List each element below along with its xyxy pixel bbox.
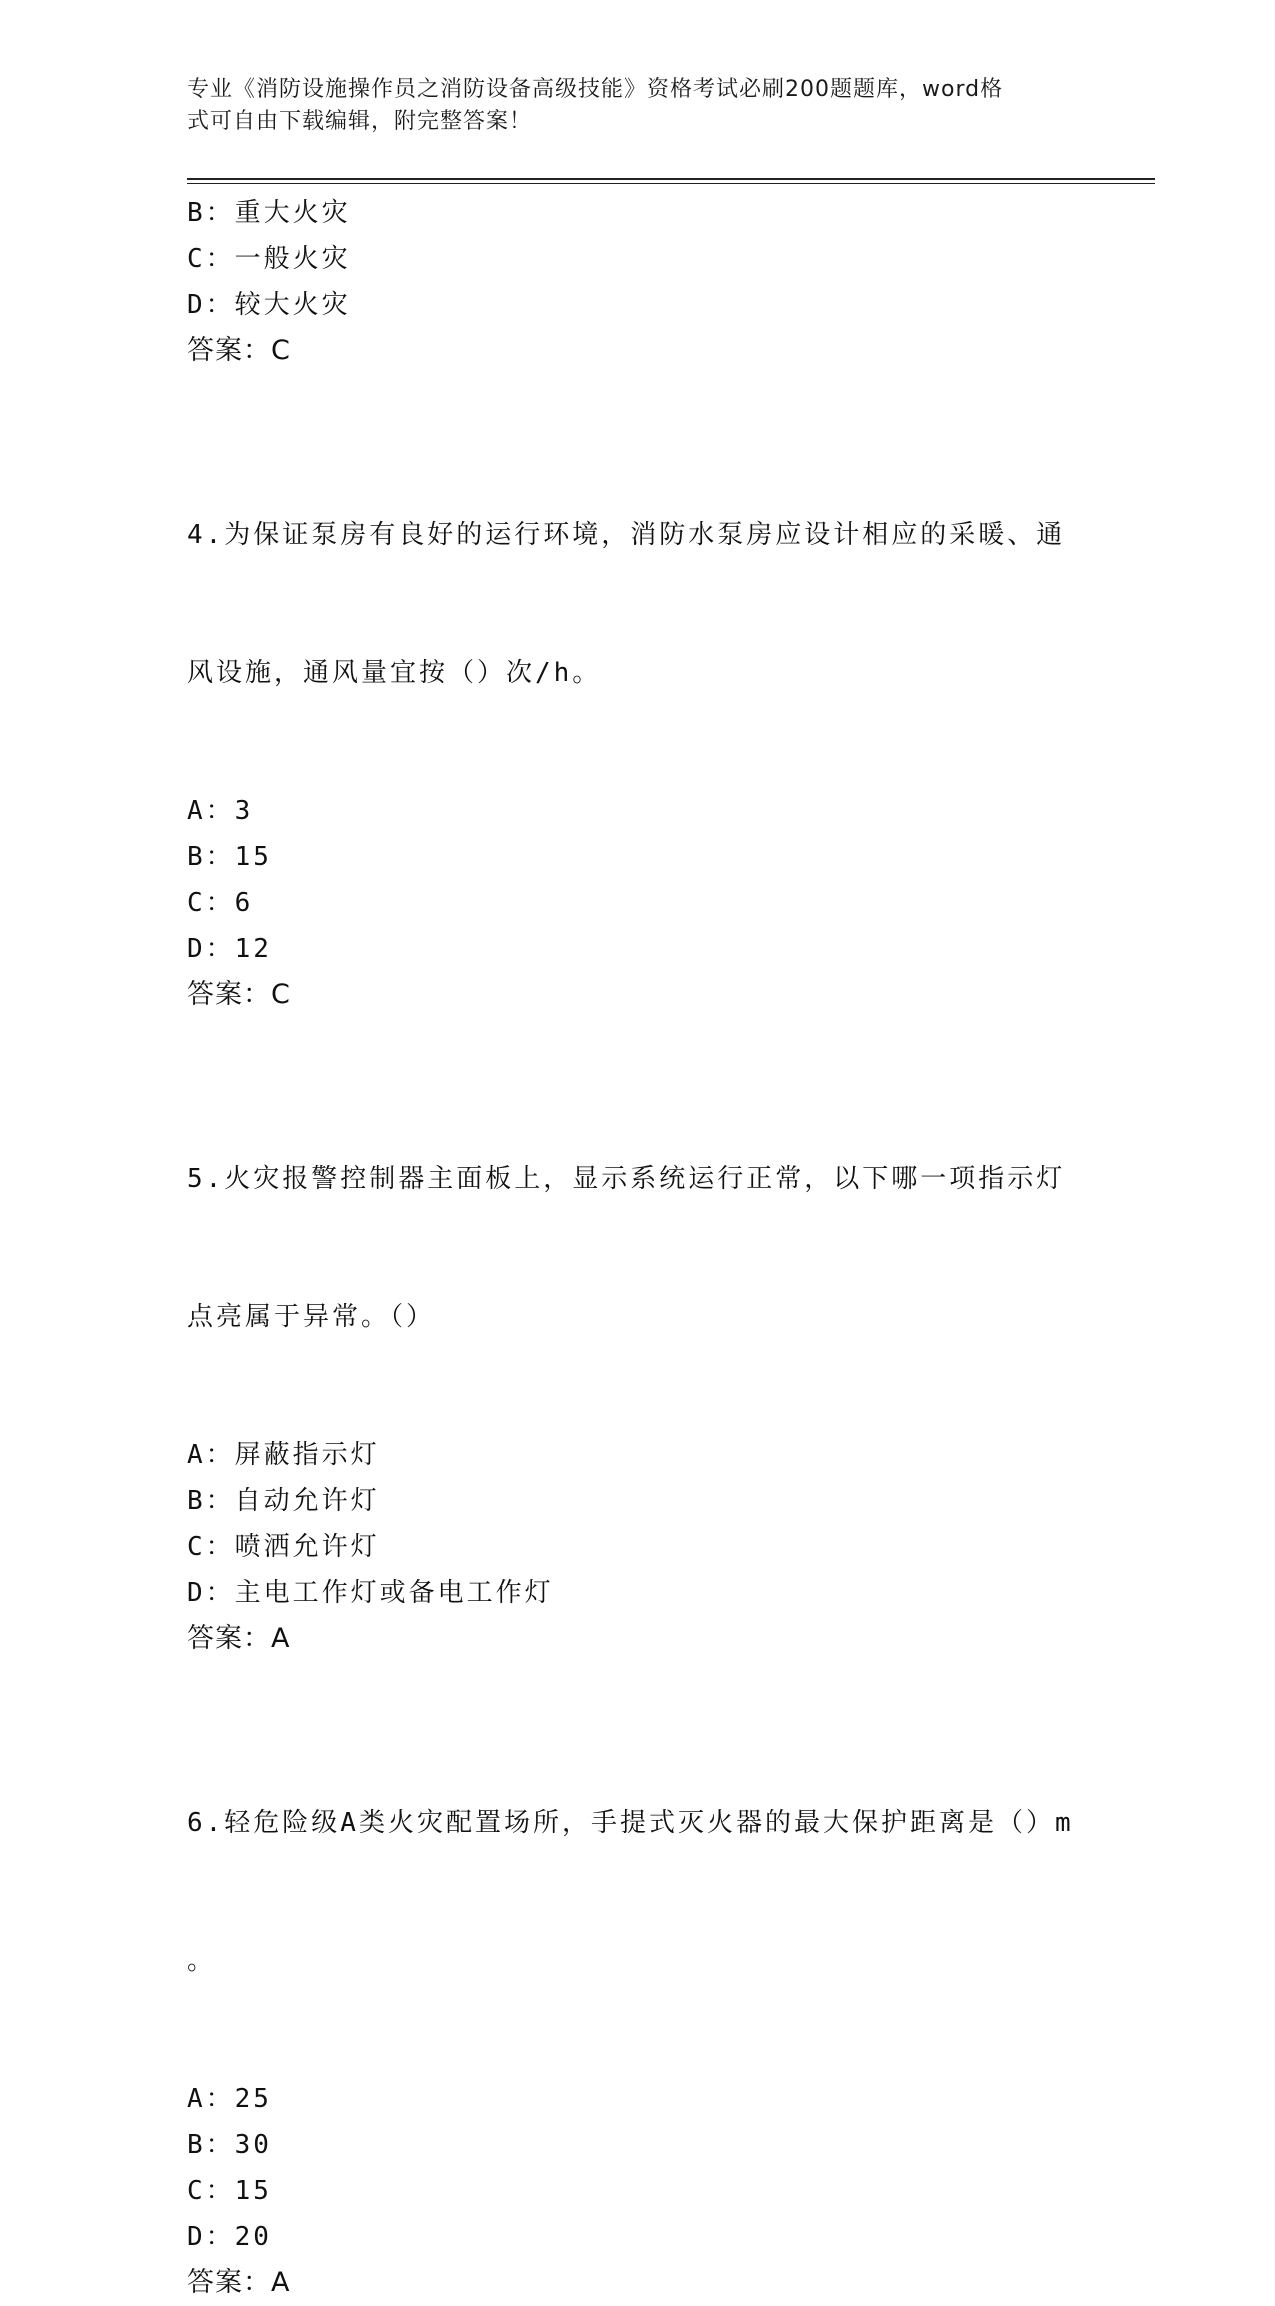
question-4 xyxy=(187,420,1087,1018)
option-c: C：6 xyxy=(187,888,254,918)
document-header xyxy=(187,74,1067,138)
answer-line: 答案：A xyxy=(187,2267,291,2298)
option-d: D：12 xyxy=(187,934,272,964)
option-c: C：喷洒允许灯 xyxy=(187,1532,380,1562)
question-stem xyxy=(187,420,1087,788)
option-b: B：自动允许灯 xyxy=(187,1486,380,1516)
header-divider-thick xyxy=(187,178,1155,180)
question-stem-line: 风设施，通风量宜按（）次/h。 xyxy=(187,658,602,688)
answer-line: 答案：C xyxy=(187,979,291,1010)
question-3-continued xyxy=(187,190,1087,374)
option-a: A：屏蔽指示灯 xyxy=(187,1440,380,1470)
header-divider-thin xyxy=(187,183,1155,184)
header-line-1: 专业《消防设施操作员之消防设备高级技能》资格考试必刷200题题库，word格 xyxy=(187,77,1004,102)
answer-line: 答案：A xyxy=(187,1623,291,1654)
question-stem-line: 。 xyxy=(187,1946,217,1976)
option-c: C：一般火灾 xyxy=(187,244,351,274)
option-d: D：20 xyxy=(187,2222,272,2252)
question-stem xyxy=(187,1708,1087,2076)
header-line-2: 式可自由下载编辑，附完整答案！ xyxy=(187,109,533,134)
option-a: A：3 xyxy=(187,796,254,826)
question-list xyxy=(187,190,1087,2306)
option-b: B：重大火灾 xyxy=(187,198,351,228)
option-b: B：30 xyxy=(187,2130,272,2160)
question-5 xyxy=(187,1064,1087,1662)
question-stem-line: 5.火灾报警控制器主面板上，显示系统运行正常，以下哪一项指示灯 xyxy=(187,1164,1066,1194)
question-stem-line: 点亮属于异常。（） xyxy=(187,1302,436,1332)
option-d: D：较大火灾 xyxy=(187,290,351,320)
option-d: D：主电工作灯或备电工作灯 xyxy=(187,1578,554,1608)
question-6 xyxy=(187,1708,1087,2306)
question-stem-line: 4.为保证泵房有良好的运行环境，消防水泵房应设计相应的采暖、通 xyxy=(187,520,1066,550)
question-stem xyxy=(187,1064,1087,1432)
answer-line: 答案：C xyxy=(187,335,291,366)
question-stem-line: 6.轻危险级A类火灾配置场所，手提式灭火器的最大保护距离是（）m xyxy=(187,1808,1074,1838)
option-b: B：15 xyxy=(187,842,272,872)
option-a: A：25 xyxy=(187,2084,272,2114)
option-c: C：15 xyxy=(187,2176,272,2206)
